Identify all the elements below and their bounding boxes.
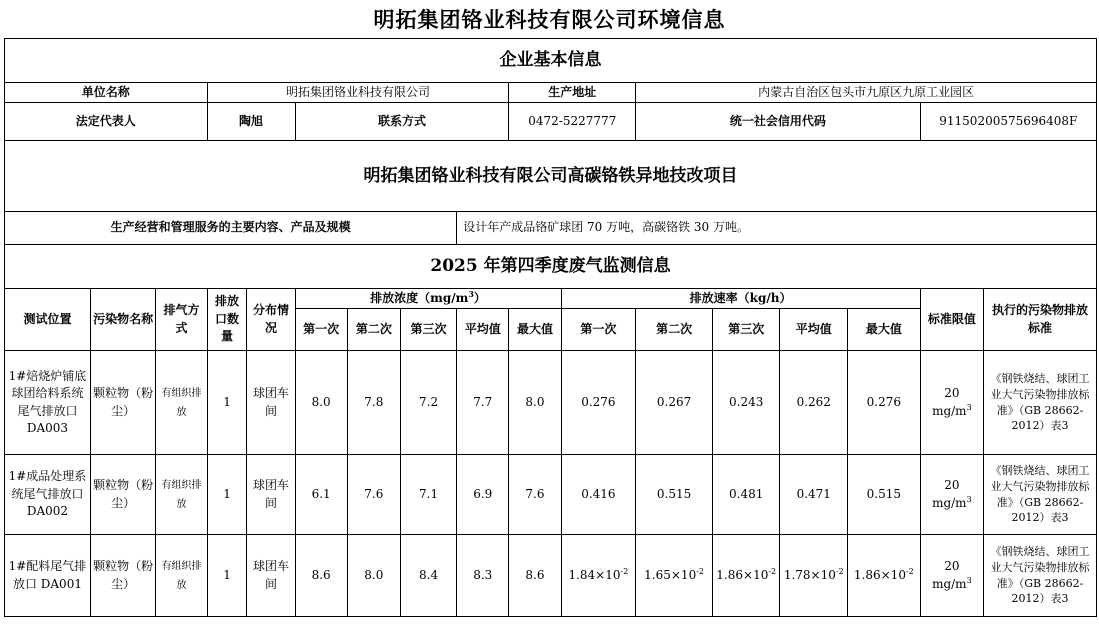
row-conc-third: 8.4 xyxy=(400,535,456,617)
row-outlet-count: 1 xyxy=(207,351,247,455)
page-title: 明拓集团铬业科技有限公司环境信息 xyxy=(373,7,726,32)
row-rate-avg xyxy=(780,535,848,617)
credit-code-value: 91150200575696408F xyxy=(920,103,1096,141)
row-conc-second: 8.0 xyxy=(347,535,400,617)
row-rate-third xyxy=(712,535,780,617)
unit-name-value: 明拓集团铬业科技有限公司 xyxy=(207,83,509,103)
row-rate-first xyxy=(561,535,636,617)
row-rate-avg: 0.471 xyxy=(780,455,848,535)
header-conc-max: 最大值 xyxy=(509,309,561,351)
header-standard: 执行的污染物排放标准 xyxy=(984,289,1097,351)
table-row xyxy=(5,455,1097,535)
row-rate-max: 0.276 xyxy=(848,351,921,455)
row-outlet-count: 1 xyxy=(207,535,247,617)
header-concentration-label: 排放浓度（mg/m xyxy=(370,291,469,306)
row-conc-max: 8.0 xyxy=(509,351,561,455)
row-rate-max: 0.515 xyxy=(848,455,921,535)
unit-name-label: 单位名称 xyxy=(5,83,208,103)
row-rate-third: 0.481 xyxy=(712,455,780,535)
environment-info-table xyxy=(4,38,1097,617)
header-rate-first: 第一次 xyxy=(561,309,636,351)
row-limit-unit: mg/m xyxy=(932,496,967,510)
rate-exponent: -2 xyxy=(696,567,704,577)
row-rate-max xyxy=(848,535,921,617)
header-concentration xyxy=(295,289,561,309)
row-exhaust-mode: 有组织排放 xyxy=(156,455,207,535)
row-standard: 《钢铁烧结、球团工业大气污染物排放标准》（GB 28662-2012）表3 xyxy=(984,351,1097,455)
header-conc-third: 第三次 xyxy=(400,309,456,351)
row-location: 1#焙烧炉铺底球团给料系统尾气排放口 DA003 xyxy=(5,351,91,455)
contact-label: 联系方式 xyxy=(295,103,509,141)
header-outlet-count: 排放口数量 xyxy=(207,289,247,351)
row-limit-sup: 3 xyxy=(966,403,972,412)
row-pollutant: 颗粒物（粉尘） xyxy=(90,351,155,455)
row-pollutant: 颗粒物（粉尘） xyxy=(90,455,155,535)
table-row xyxy=(5,351,1097,455)
row-distribution: 球团车间 xyxy=(247,535,295,617)
row-limit xyxy=(920,455,983,535)
row-conc-second: 7.8 xyxy=(347,351,400,455)
header-rate-third: 第三次 xyxy=(712,309,780,351)
row-distribution: 球团车间 xyxy=(247,351,295,455)
contact-value: 0472-5227777 xyxy=(509,103,636,141)
scope-label: 生产经营和管理服务的主要内容、产品及规模 xyxy=(5,212,457,245)
row-limit-value: 20 xyxy=(944,385,960,400)
header-distribution: 分布情况 xyxy=(247,289,295,351)
rate-exponent: -2 xyxy=(620,567,629,577)
header-rate-avg: 平均值 xyxy=(780,309,848,351)
row-conc-first: 8.6 xyxy=(295,535,347,617)
row-rate-third: 0.243 xyxy=(712,351,780,455)
row-conc-third: 7.1 xyxy=(400,455,456,535)
row-limit-value: 20 xyxy=(944,558,960,573)
row-exhaust-mode: 有组织排放 xyxy=(156,351,207,455)
row-conc-max: 7.6 xyxy=(509,455,561,535)
row-limit-unit: mg/m xyxy=(932,404,967,418)
header-concentration-sup: 3 xyxy=(468,289,474,300)
header-rate-max: 最大值 xyxy=(848,309,921,351)
rate-mantissa: 1.86×10 xyxy=(853,568,906,583)
header-pollutant: 污染物名称 xyxy=(90,289,155,351)
row-rate-second: 0.267 xyxy=(636,351,713,455)
row-conc-second: 7.6 xyxy=(347,455,400,535)
legal-rep-value: 陶旭 xyxy=(207,103,295,141)
row-rate-first: 0.276 xyxy=(561,351,636,455)
header-location: 测试位置 xyxy=(5,289,91,351)
scope-value: 设计年产成品铬矿球团 70 万吨，高碳铬铁 30 万吨。 xyxy=(457,212,1097,245)
row-distribution: 球团车间 xyxy=(247,455,295,535)
row-rate-first: 0.416 xyxy=(561,455,636,535)
credit-code-label: 统一社会信用代码 xyxy=(636,103,920,141)
row-limit-sup: 3 xyxy=(966,576,972,585)
row-conc-third: 7.2 xyxy=(400,351,456,455)
row-conc-first: 8.0 xyxy=(295,351,347,455)
monitoring-heading: 2025 年第四季度废气监测信息 xyxy=(5,245,1097,289)
row-conc-avg: 7.7 xyxy=(457,351,509,455)
header-conc-second: 第二次 xyxy=(347,309,400,351)
header-conc-avg: 平均值 xyxy=(457,309,509,351)
header-conc-first: 第一次 xyxy=(295,309,347,351)
rate-mantissa: 1.86×10 xyxy=(716,568,769,583)
row-outlet-count: 1 xyxy=(207,455,247,535)
row-exhaust-mode: 有组织排放 xyxy=(156,535,207,617)
legal-rep-label: 法定代表人 xyxy=(5,103,208,141)
row-location: 1#配料尾气排放口 DA001 xyxy=(5,535,91,617)
row-standard: 《钢铁烧结、球团工业大气污染物排放标准》（GB 28662-2012）表3 xyxy=(984,455,1097,535)
rate-exponent: -2 xyxy=(768,567,777,577)
row-location: 1#成品处理系统尾气排放口 DA002 xyxy=(5,455,91,535)
basic-info-heading: 企业基本信息 xyxy=(5,39,1097,83)
header-exhaust-mode: 排气方式 xyxy=(156,289,207,351)
project-heading: 明拓集团铬业科技有限公司高碳铬铁异地技改项目 xyxy=(5,141,1097,212)
row-rate-second: 0.515 xyxy=(636,455,713,535)
rate-mantissa: 1.84×10 xyxy=(568,568,621,583)
table-row xyxy=(5,535,1097,617)
row-conc-max: 8.6 xyxy=(509,535,561,617)
header-limit: 标准限值 xyxy=(920,289,983,351)
row-conc-avg: 6.9 xyxy=(457,455,509,535)
rate-exponent: -2 xyxy=(835,567,844,577)
rate-mantissa: 1.65×10 xyxy=(644,568,697,583)
header-rate: 排放速率（kg/h） xyxy=(561,289,920,309)
header-rate-second: 第二次 xyxy=(636,309,713,351)
rate-mantissa: 1.78×10 xyxy=(783,568,836,583)
row-limit xyxy=(920,351,983,455)
row-rate-second xyxy=(636,535,713,617)
row-conc-first: 6.1 xyxy=(295,455,347,535)
address-label: 生产地址 xyxy=(509,83,636,103)
row-pollutant: 颗粒物（粉尘） xyxy=(90,535,155,617)
row-limit-sup: 3 xyxy=(966,495,972,504)
row-standard: 《钢铁烧结、球团工业大气污染物排放标准》（GB 28662-2012）表3 xyxy=(984,535,1097,617)
rate-exponent: -2 xyxy=(905,567,914,577)
row-conc-avg: 8.3 xyxy=(457,535,509,617)
row-limit xyxy=(920,535,983,617)
header-concentration-close: ） xyxy=(473,291,486,306)
row-limit-value: 20 xyxy=(944,477,960,492)
row-limit-unit: mg/m xyxy=(932,577,967,591)
row-rate-avg: 0.262 xyxy=(780,351,848,455)
address-value: 内蒙古自治区包头市九原区九原工业园区 xyxy=(636,83,1097,103)
